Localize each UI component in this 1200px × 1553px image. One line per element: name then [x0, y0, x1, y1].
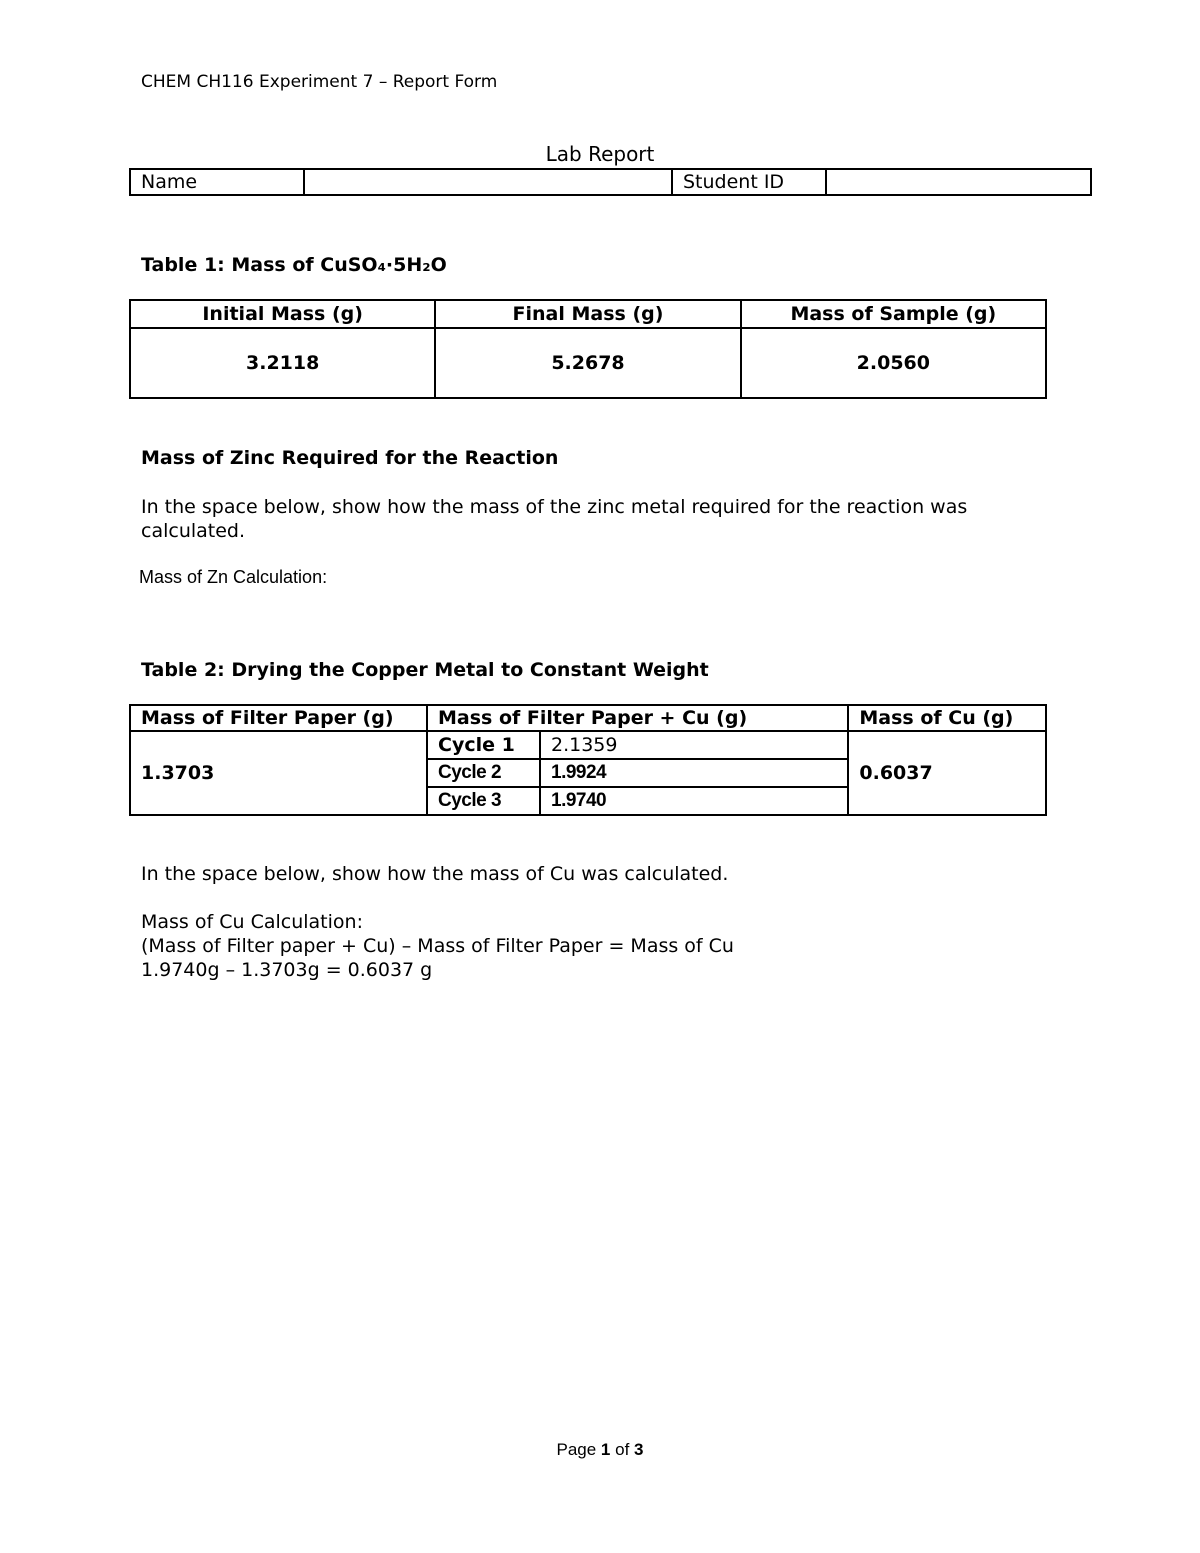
- page-footer: [0, 1440, 1200, 1460]
- t2-col-filter-paper-cu: Mass of Filter Paper + Cu (g): [427, 705, 848, 731]
- t2-cycle2-value: 1.9924: [540, 759, 848, 787]
- t2-cycle3-value: 1.9740: [540, 787, 848, 815]
- name-field[interactable]: [304, 169, 672, 195]
- table1-cuso4-mass: [129, 299, 1047, 399]
- footer-page-total: 3: [634, 1440, 644, 1459]
- t1-sample-mass: 2.0560: [741, 328, 1046, 398]
- t1-final-mass: 5.2678: [435, 328, 740, 398]
- cu-calc-formula: (Mass of Filter paper + Cu) – Mass of Filter Paper = Mass of Cu: [141, 935, 734, 957]
- cu-instruction: In the space below, show how the mass of Cu was calculated.: [141, 863, 729, 885]
- student-info-table: [129, 168, 1092, 196]
- zinc-calc-label: Mass of Zn Calculation:: [139, 567, 328, 587]
- cu-calc-label: Mass of Cu Calculation:: [141, 911, 363, 933]
- t1-col-sample: Mass of Sample (g): [741, 300, 1046, 328]
- table1-heading: Table 1: Mass of CuSO₄·5H₂O: [141, 254, 447, 276]
- table2-heading: Table 2: Drying the Copper Metal to Constant Weight: [141, 659, 709, 681]
- t2-col-filter-paper: Mass of Filter Paper (g): [130, 705, 427, 731]
- t2-cycle1-value: 2.1359: [540, 731, 848, 759]
- name-label: Name: [130, 169, 304, 195]
- t1-col-initial: Initial Mass (g): [130, 300, 435, 328]
- zinc-instruction: In the space below, show how the mass of the zinc metal required for the reaction was calculated.: [141, 496, 968, 542]
- cu-calc-result: 1.9740g – 1.3703g = 0.6037 g: [141, 959, 433, 981]
- footer-of-word: of: [615, 1440, 630, 1459]
- student-id-field[interactable]: [826, 169, 1091, 195]
- t2-cycle1-label: Cycle 1: [427, 731, 540, 759]
- report-title: Lab Report: [545, 142, 655, 166]
- t2-mass-cu: 0.6037: [848, 731, 1046, 815]
- t2-cycle3-label: Cycle 3: [427, 787, 540, 815]
- t1-col-final: Final Mass (g): [435, 300, 740, 328]
- t2-filter-paper-mass: 1.3703: [130, 731, 427, 815]
- t2-col-mass-cu: Mass of Cu (g): [848, 705, 1046, 731]
- footer-page-num: 1: [600, 1440, 611, 1459]
- t1-initial-mass: 3.2118: [130, 328, 435, 398]
- page-header: CHEM CH116 Experiment 7 – Report Form: [141, 72, 498, 92]
- table2-copper-drying: [129, 704, 1047, 816]
- t2-cycle2-label: Cycle 2: [427, 759, 540, 787]
- zinc-heading: Mass of Zinc Required for the Reaction: [141, 447, 559, 469]
- student-id-label: Student ID: [672, 169, 826, 195]
- footer-page-word: Page: [556, 1440, 597, 1459]
